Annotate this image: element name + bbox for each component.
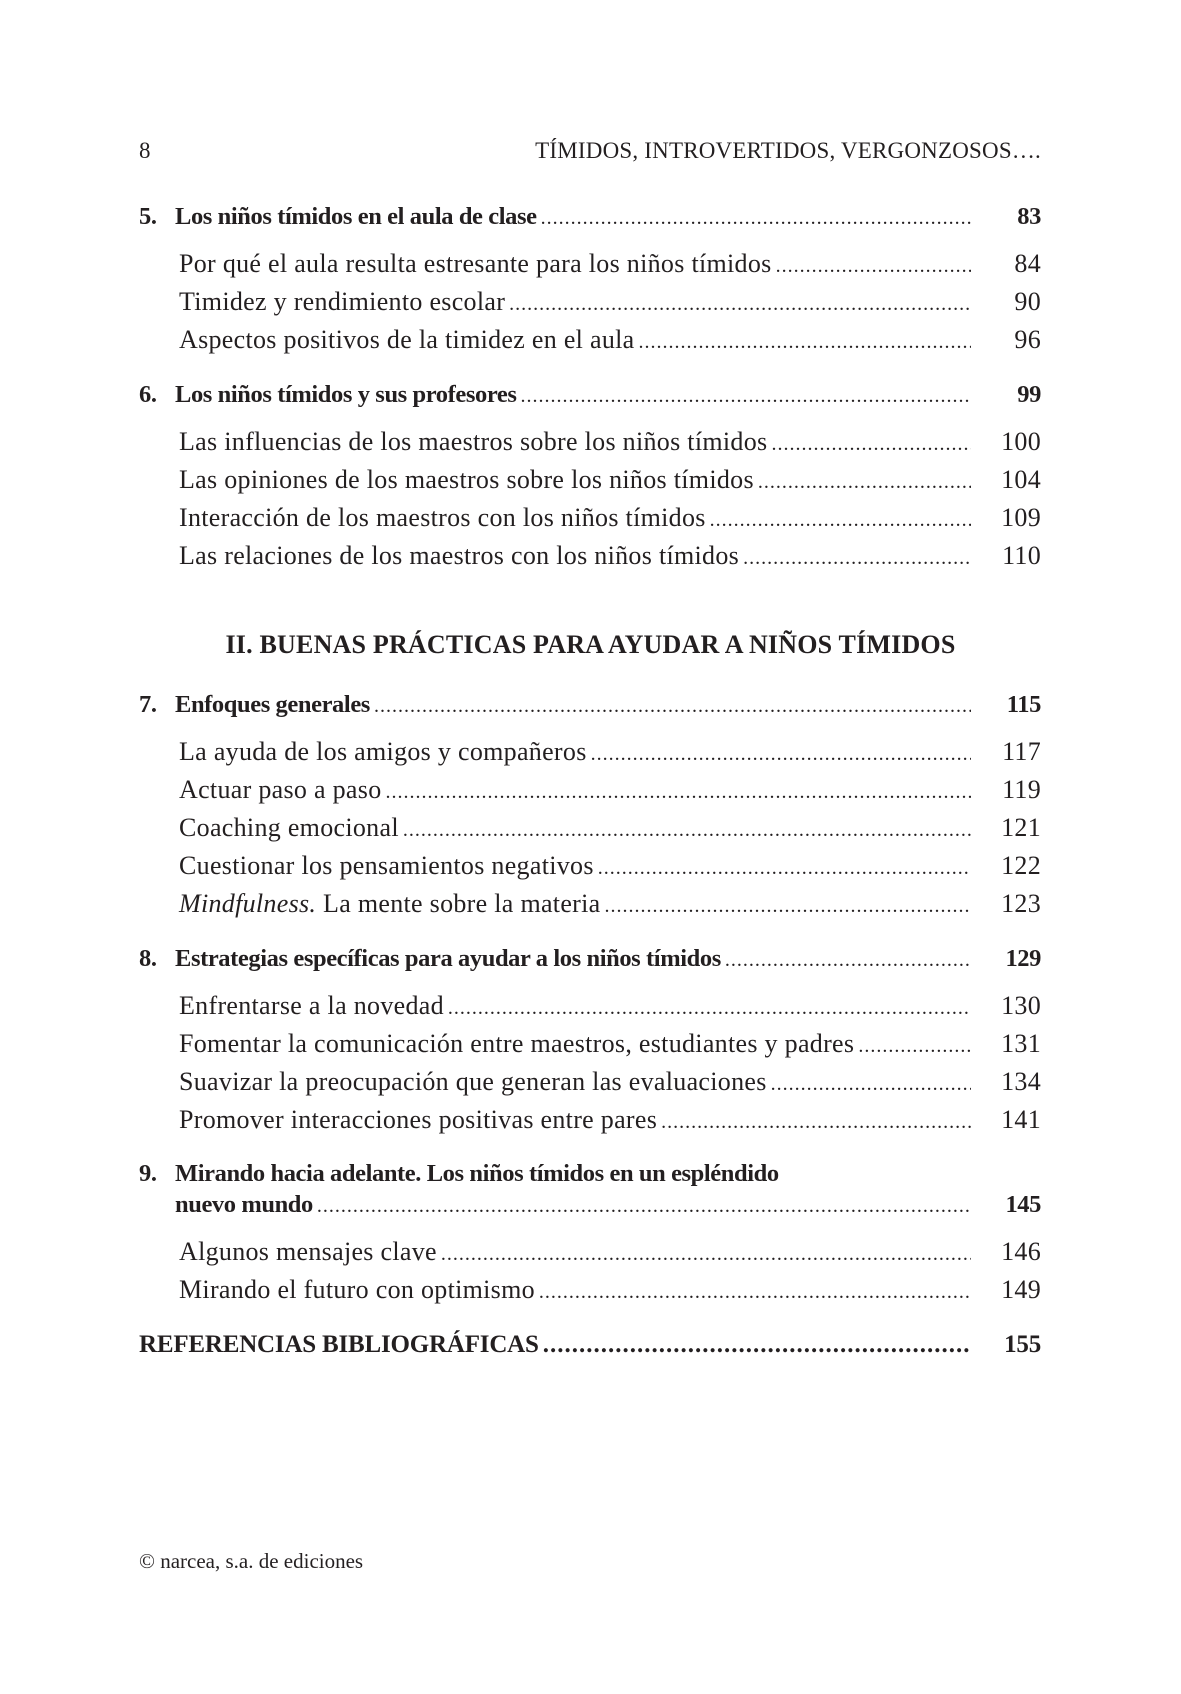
- entry-title: Fomentar la comunicación entre maestros, estudiantes y padres: [179, 1029, 855, 1058]
- chapter-number: 5.: [139, 203, 157, 230]
- dot-leader: [743, 547, 971, 570]
- page-ref: 129: [1005, 945, 1041, 972]
- toc-entry: [179, 465, 1041, 495]
- toc-chapter-8: [139, 945, 1041, 973]
- running-title: TÍMIDOS, INTROVERTIDOS, VERGONZOSOS….: [535, 138, 1041, 163]
- page-ref: 104: [1001, 465, 1041, 494]
- dot-leader: [539, 1281, 971, 1304]
- chapter-title: Los niños tímidos en el aula de clase: [175, 203, 537, 230]
- page-ref: 90: [1014, 287, 1041, 316]
- page-ref: 141: [1001, 1105, 1041, 1134]
- references-title: REFERENCIAS BIBLIOGRÁFICAS: [139, 1331, 539, 1358]
- page-ref: 146: [1001, 1237, 1041, 1266]
- page-ref: 110: [1002, 541, 1041, 570]
- entry-title: [179, 889, 601, 919]
- page-ref: 99: [1017, 381, 1041, 408]
- page-ref: 119: [1002, 775, 1041, 804]
- page-ref: 130: [1001, 991, 1041, 1020]
- toc-entry: [179, 1105, 1041, 1135]
- page-ref: 83: [1017, 203, 1041, 230]
- dot-leader: [441, 1243, 971, 1266]
- dot-leader: [403, 819, 971, 842]
- entry-title: Actuar paso a paso: [179, 775, 382, 804]
- chapter-number: 8.: [139, 945, 157, 972]
- entry-title: Cuestionar los pensamientos negativos: [179, 851, 594, 880]
- toc-entry: [179, 541, 1041, 571]
- page-ref: 117: [1002, 737, 1041, 766]
- toc-entry: [179, 889, 1041, 919]
- toc-entry: [179, 325, 1041, 355]
- dot-leader: [521, 385, 972, 408]
- dot-leader: [598, 857, 971, 880]
- page-ref: 100: [1001, 427, 1041, 456]
- toc-entry: [179, 503, 1041, 533]
- page-ref: 96: [1014, 325, 1041, 354]
- toc-entry: [179, 991, 1041, 1021]
- entry-title: La ayuda de los amigos y compañeros: [179, 737, 587, 766]
- toc-entry: [179, 775, 1041, 805]
- copyright-footer: © narcea, s.a. de ediciones: [139, 1549, 364, 1573]
- entry-title: Las influencias de los maestros sobre los niños tímidos: [179, 427, 768, 456]
- entry-title-italic: Mindfulness.: [179, 889, 317, 918]
- toc-entry: [179, 813, 1041, 843]
- running-header: [139, 138, 1041, 168]
- page-ref: 134: [1001, 1067, 1041, 1096]
- chapter-title-first-line: Mirando hacia adelante. Los niños tímidos en un espléndido: [175, 1160, 779, 1187]
- page-ref: 84: [1014, 249, 1041, 278]
- entry-title: Mirando el futuro con optimismo: [179, 1275, 535, 1304]
- dot-leader: [758, 471, 971, 494]
- chapter-title-line1: [139, 1160, 779, 1188]
- page-ref: 122: [1001, 851, 1041, 880]
- dot-leader: [771, 433, 971, 456]
- page-ref: 123: [1001, 889, 1041, 918]
- page-ref: 131: [1001, 1029, 1041, 1058]
- toc-entry: [179, 1029, 1041, 1059]
- dot-leader: [725, 949, 971, 972]
- chapter-number: 9.: [139, 1160, 157, 1187]
- chapter-title-second-line: nuevo mundo: [175, 1191, 313, 1218]
- dot-leader: [639, 331, 971, 354]
- page-ref: 145: [1005, 1191, 1041, 1218]
- entry-title-rest: La mente sobre la materia: [316, 889, 601, 918]
- page-ref: 109: [1001, 503, 1041, 532]
- dot-leader: [448, 997, 971, 1020]
- entry-title: Interacción de los maestros con los niños tímidos: [179, 503, 706, 532]
- page-ref: 149: [1001, 1275, 1041, 1304]
- page-number: 8: [139, 138, 151, 163]
- entry-title: Las opiniones de los maestros sobre los niños tímidos: [179, 465, 754, 494]
- toc-entry: [179, 287, 1041, 317]
- toc-entry: [179, 1067, 1041, 1097]
- dot-leader: [771, 1073, 971, 1096]
- entry-title: Coaching emocional: [179, 813, 399, 842]
- chapter-number: 6.: [139, 381, 157, 408]
- entry-title: Aspectos positivos de la timidez en el aula: [179, 325, 635, 354]
- toc-entry: [179, 427, 1041, 457]
- toc-chapter-7: [139, 691, 1041, 719]
- page-ref: 121: [1001, 813, 1041, 842]
- dot-leader: [317, 1195, 971, 1218]
- dot-leader: [509, 293, 971, 316]
- page-ref: 155: [1004, 1331, 1041, 1358]
- dot-leader: [605, 895, 972, 918]
- dot-leader: [541, 207, 971, 230]
- chapter-title: Enfoques generales: [175, 691, 370, 718]
- toc-entry: [179, 1275, 1041, 1305]
- toc-chapter-6: [139, 381, 1041, 409]
- entry-title: Enfrentarse a la novedad: [179, 991, 444, 1020]
- dot-leader: [374, 695, 971, 718]
- toc-entry: [179, 249, 1041, 279]
- toc-entry: [179, 737, 1041, 767]
- toc-chapter-5: [139, 203, 1041, 231]
- toc-references: [139, 1331, 1041, 1359]
- part-title: II. BUENAS PRÁCTICAS PARA AYUDAR A NIÑOS TÍMIDOS: [225, 630, 956, 659]
- dot-leader: [858, 1035, 971, 1058]
- page-ref: 115: [1006, 691, 1041, 718]
- chapter-number: 7.: [139, 691, 157, 718]
- dot-leader: [386, 781, 972, 804]
- toc-chapter-9-line2: [175, 1191, 1041, 1219]
- chapter-title: Los niños tímidos y sus profesores: [175, 381, 517, 408]
- entry-title: Timidez y rendimiento escolar: [179, 287, 506, 316]
- entry-title: Suavizar la preocupación que generan las evaluaciones: [179, 1067, 767, 1096]
- dot-leader: [710, 509, 971, 532]
- dot-leader: [591, 743, 971, 766]
- dot-leader: [661, 1111, 971, 1134]
- dot-leader: [543, 1331, 971, 1359]
- entry-title: Las relaciones de los maestros con los niños tímidos: [179, 541, 740, 570]
- dot-leader: [776, 255, 971, 278]
- chapter-title: Estrategias específicas para ayudar a los niños tímidos: [175, 945, 721, 972]
- entry-title: Por qué el aula resulta estresante para los niños tímidos: [179, 249, 772, 278]
- toc-entry: [179, 851, 1041, 881]
- toc-entry: [179, 1237, 1041, 1267]
- entry-title: Algunos mensajes clave: [179, 1237, 437, 1266]
- entry-title: Promover interacciones positivas entre pares: [179, 1105, 658, 1134]
